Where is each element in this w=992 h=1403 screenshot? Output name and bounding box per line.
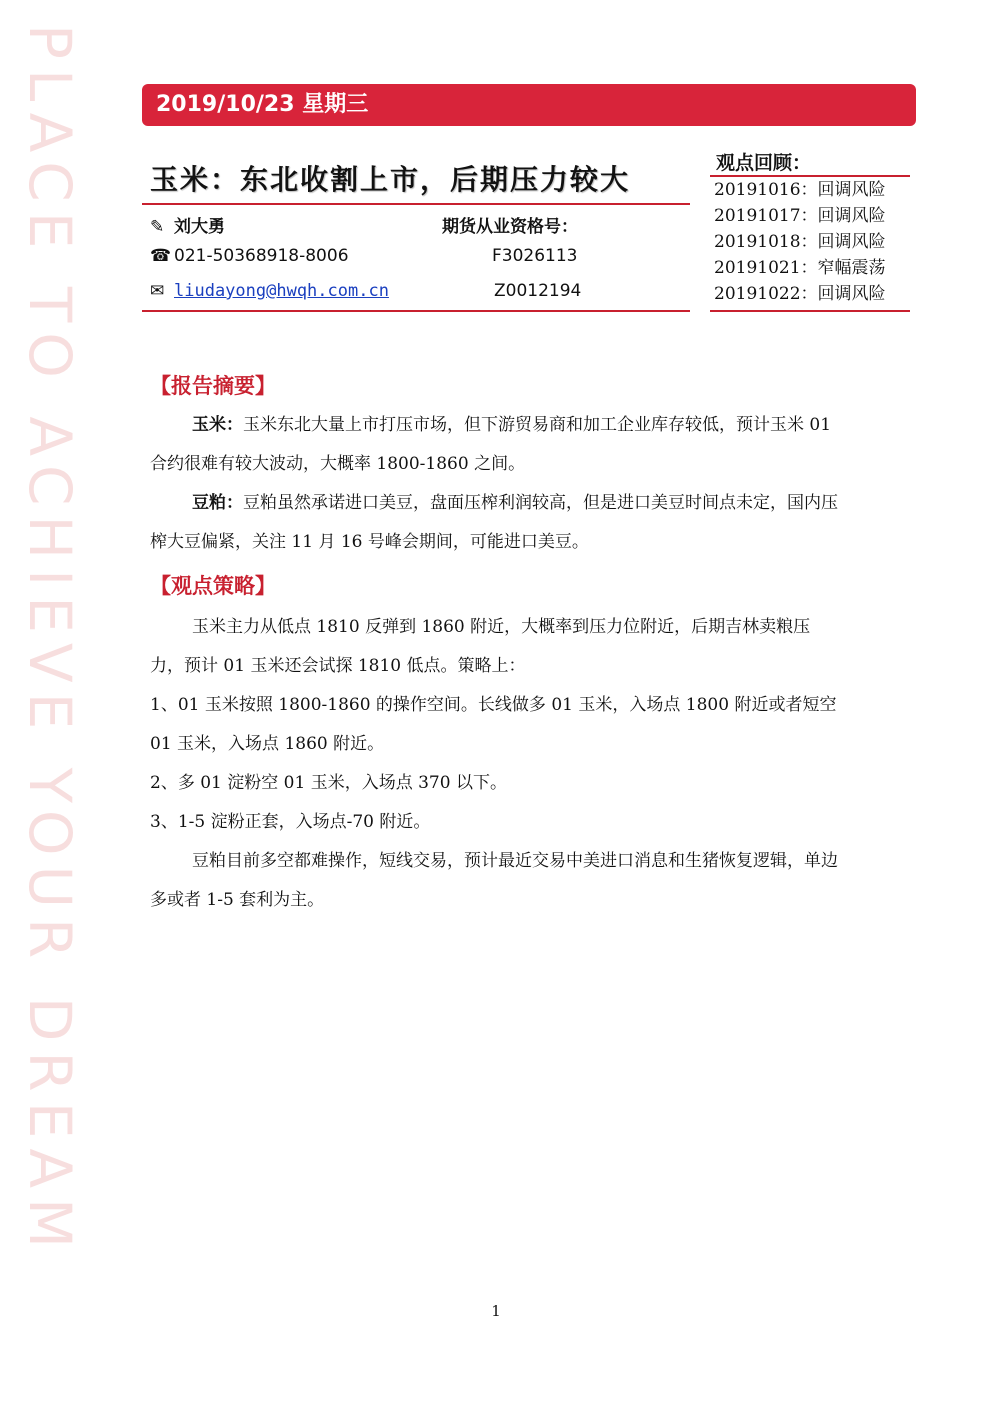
mail-icon: ✉ (150, 281, 165, 301)
review-item: 20191016：回调风险 (714, 180, 886, 200)
author-email-row (150, 281, 389, 301)
corn-label: 玉米： (192, 415, 243, 435)
meal-label: 豆粕： (192, 493, 243, 513)
strategy-item-2: 2、多 01 淀粉空 01 玉米，入场点 370 以下。 (150, 773, 507, 793)
strategy-meal: 豆粕目前多空都难操作，短线交易，预计最近交易中美进口消息和生猪恢复逻辑，单边多或者 1-5 套利为主。 (150, 851, 838, 910)
strategy-intro: 玉米主力从低点 1810 反弹到 1860 附近，大概率到压力位附近，后期吉林卖粮压力，预计 01 玉米还会试探 1810 低点。策略上： (150, 617, 811, 676)
author-phone: 021-50368918-8006 (174, 246, 349, 266)
title-underline (142, 203, 690, 205)
corn-text: 玉米东北大量上市打压市场，但下游贸易商和加工企业库存较低，预计玉米 01 合约很难有较大波动，大概率 1800-1860 之间。 (150, 415, 832, 474)
summary-corn (150, 406, 842, 484)
author-name-row (150, 212, 225, 237)
review-item: 20191022：回调风险 (714, 284, 886, 304)
review-item: 20191018：回调风险 (714, 232, 886, 252)
author-underline (142, 310, 690, 312)
page-number: 1 (491, 1302, 501, 1320)
strategy-heading: 【观点策略】 (150, 574, 276, 598)
summary-meal (150, 484, 842, 562)
author-phone-row (150, 246, 349, 266)
qualification-label: 期货从业资格号： (442, 217, 578, 237)
date-bar: 2019/10/23 星期三 (142, 84, 916, 126)
review-item: 20191021：窄幅震荡 (714, 258, 886, 278)
strategy-item-1: 1、01 玉米按照 1800-1860 的操作空间。长线做多 01 玉米，入场点 1800 附近或者短空 01 玉米，入场点 1860 附近。 (150, 695, 837, 754)
review-list (714, 177, 886, 307)
strategy-item-3: 3、1-5 淀粉正套，入场点-70 附近。 (150, 812, 431, 832)
watermark: PLACE TO ACHIEVE YOUR DREAM (16, 24, 84, 1259)
phone-icon: ☎ (150, 246, 172, 266)
review-title: 观点回顾： (716, 152, 812, 174)
qualification-number-2: Z0012194 (494, 281, 582, 301)
meal-text: 豆粕虽然承诺进口美豆，盘面压榨利润较高，但是进口美豆时间点未定，国内压榨大豆偏紧，关注 11 月 16 号峰会期间，可能进口美豆。 (150, 493, 838, 552)
summary-heading: 【报告摘要】 (150, 374, 276, 398)
review-bottom-line (710, 310, 910, 312)
author-name: 刘大勇 (174, 217, 225, 237)
pencil-icon: ✎ (150, 217, 165, 237)
review-item: 20191017：回调风险 (714, 206, 886, 226)
report-title: 玉米：东北收割上市，后期压力较大 (150, 163, 631, 196)
author-email-link[interactable]: liudayong@hwqh.com.cn (174, 281, 389, 301)
qualification-number-1: F3026113 (492, 246, 578, 266)
